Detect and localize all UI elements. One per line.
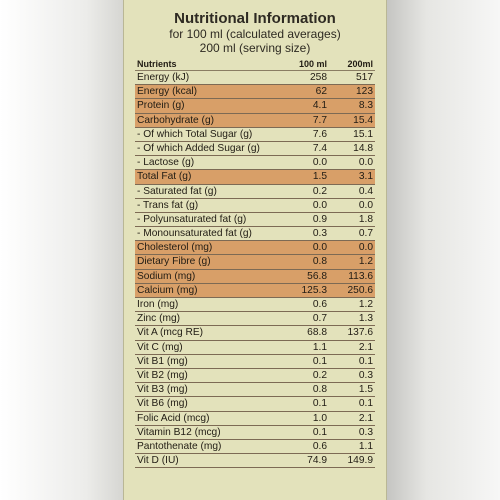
value-100ml: 7.6 [312, 128, 327, 140]
value-100ml: 4.1 [312, 100, 327, 112]
nutrient-name: - Polyunsaturated fat (g) [137, 213, 247, 225]
value-200ml: 3.1 [358, 171, 373, 183]
value-200ml: 137.6 [347, 327, 373, 339]
value-100ml: 74.9 [307, 455, 327, 467]
nutrient-name: Calcium (mg) [137, 284, 198, 296]
table-row [135, 142, 375, 156]
value-100ml: 0.1 [312, 426, 327, 438]
background-right [387, 0, 500, 500]
table-row [135, 227, 375, 241]
nutrition-table [135, 58, 375, 468]
label-subtitle-basis: for 100 ml (calculated averages) [169, 27, 341, 41]
table-row [135, 426, 375, 440]
value-100ml: 1.1 [312, 341, 327, 353]
value-100ml: 0.8 [312, 256, 327, 268]
value-100ml: 0.1 [312, 398, 327, 410]
value-200ml: 0.0 [358, 199, 373, 211]
value-100ml: 0.2 [312, 369, 327, 381]
value-200ml: 8.3 [358, 100, 373, 112]
nutrient-name: - Saturated fat (g) [137, 185, 217, 197]
value-100ml: 0.2 [312, 185, 327, 197]
nutrient-name: Pantothenate (mg) [137, 440, 222, 452]
table-row [135, 199, 375, 213]
table-row [135, 241, 375, 255]
table-row [135, 312, 375, 326]
table-row [135, 326, 375, 340]
value-100ml: 56.8 [307, 270, 327, 282]
table-row [135, 185, 375, 199]
value-100ml: 125.3 [301, 284, 327, 296]
label-subtitle-serving: 200 ml (serving size) [199, 41, 311, 55]
column-header-100ml: 100 ml [298, 59, 327, 69]
table-row [135, 284, 375, 298]
value-100ml: 258 [310, 72, 327, 83]
label-title: Nutritional Information [174, 10, 336, 27]
nutrient-name: Vit B2 (mg) [137, 369, 188, 381]
value-100ml: 0.8 [312, 384, 327, 396]
value-100ml: 0.1 [312, 355, 327, 367]
table-body [135, 71, 375, 468]
nutrient-name: Protein (g) [137, 100, 185, 112]
nutrient-name: - Of which Added Sugar (g) [137, 142, 260, 154]
nutrient-name: Dietary Fibre (g) [137, 256, 211, 268]
table-header [135, 58, 375, 71]
table-row [135, 255, 375, 269]
table-row [135, 170, 375, 184]
table-row [135, 298, 375, 312]
nutrient-name: Vit A (mcg RE) [137, 327, 204, 339]
value-200ml: 2.1 [358, 341, 373, 353]
value-200ml: 149.9 [347, 455, 373, 467]
value-100ml: 1.5 [312, 171, 327, 183]
value-200ml: 1.8 [358, 213, 373, 225]
value-100ml: 0.9 [312, 213, 327, 225]
value-100ml: 62 [315, 86, 327, 98]
nutrient-name: Vit B3 (mg) [137, 384, 188, 396]
nutrient-name: Vit B1 (mg) [137, 355, 188, 367]
nutrient-name: - Monounsaturated fat (g) [137, 228, 252, 240]
value-100ml: 0.0 [312, 157, 327, 169]
nutrient-name: Iron (mg) [137, 299, 179, 310]
value-100ml: 0.7 [312, 313, 327, 325]
value-200ml: 0.4 [358, 185, 373, 197]
nutrient-name: Zinc (mg) [137, 313, 181, 325]
table-row [135, 71, 375, 85]
nutrient-name: - Lactose (g) [137, 157, 195, 169]
nutrition-label [123, 0, 387, 500]
nutrient-name: Total Fat (g) [137, 171, 192, 183]
value-200ml: 1.2 [358, 299, 373, 310]
table-row [135, 454, 375, 468]
nutrient-name: Vit B6 (mg) [137, 398, 188, 410]
value-200ml: 14.8 [353, 142, 373, 154]
value-100ml: 0.6 [312, 299, 327, 310]
nutrient-name: - Of which Total Sugar (g) [137, 128, 253, 140]
nutrient-name: Energy (kJ) [137, 72, 190, 83]
nutrient-name: - Trans fat (g) [137, 199, 199, 211]
column-header-200ml: 200ml [347, 59, 373, 69]
value-200ml: 0.0 [358, 242, 373, 254]
table-row [135, 213, 375, 227]
table-row [135, 383, 375, 397]
background-left [0, 0, 123, 500]
table-row [135, 99, 375, 113]
nutrient-name: Carbohydrate (g) [137, 114, 215, 126]
value-100ml: 0.6 [312, 440, 327, 452]
nutrient-name: Cholesterol (mg) [137, 242, 213, 254]
value-200ml: 123 [356, 86, 373, 98]
value-200ml: 0.3 [358, 426, 373, 438]
table-row [135, 341, 375, 355]
value-200ml: 1.3 [358, 313, 373, 325]
value-100ml: 0.0 [312, 242, 327, 254]
value-200ml: 0.0 [358, 157, 373, 169]
value-200ml: 0.1 [358, 355, 373, 367]
table-row [135, 412, 375, 426]
table-row [135, 355, 375, 369]
table-row [135, 369, 375, 383]
table-row [135, 397, 375, 411]
value-200ml: 1.1 [358, 440, 373, 452]
table-row [135, 85, 375, 99]
value-100ml: 68.8 [307, 327, 327, 339]
value-100ml: 0.3 [312, 228, 327, 240]
table-row [135, 128, 375, 142]
nutrient-name: Folic Acid (mcg) [137, 412, 210, 424]
value-200ml: 0.7 [358, 228, 373, 240]
value-200ml: 2.1 [358, 412, 373, 424]
value-200ml: 0.3 [358, 369, 373, 381]
value-200ml: 0.1 [358, 398, 373, 410]
value-200ml: 15.4 [353, 114, 373, 126]
table-row [135, 114, 375, 128]
value-100ml: 1.0 [312, 412, 327, 424]
nutrient-name: Vit D (IU) [137, 455, 179, 467]
value-100ml: 7.7 [312, 114, 327, 126]
column-header-nutrients: Nutrients [137, 59, 177, 69]
table-row [135, 270, 375, 284]
nutrient-name: Vit C (mg) [137, 341, 183, 353]
nutrient-name: Energy (kcal) [137, 86, 198, 98]
table-row [135, 440, 375, 454]
table-row [135, 156, 375, 170]
value-200ml: 517 [356, 72, 373, 83]
value-200ml: 250.6 [347, 284, 373, 296]
nutrient-name: Sodium (mg) [137, 270, 196, 282]
value-200ml: 113.6 [348, 270, 373, 282]
label-header [124, 0, 386, 55]
value-200ml: 1.2 [358, 256, 373, 268]
nutrient-name: Vitamin B12 (mcg) [137, 426, 221, 438]
value-100ml: 7.4 [312, 142, 327, 154]
value-100ml: 0.0 [312, 199, 327, 211]
value-200ml: 1.5 [358, 384, 373, 396]
value-200ml: 15.1 [353, 128, 373, 140]
